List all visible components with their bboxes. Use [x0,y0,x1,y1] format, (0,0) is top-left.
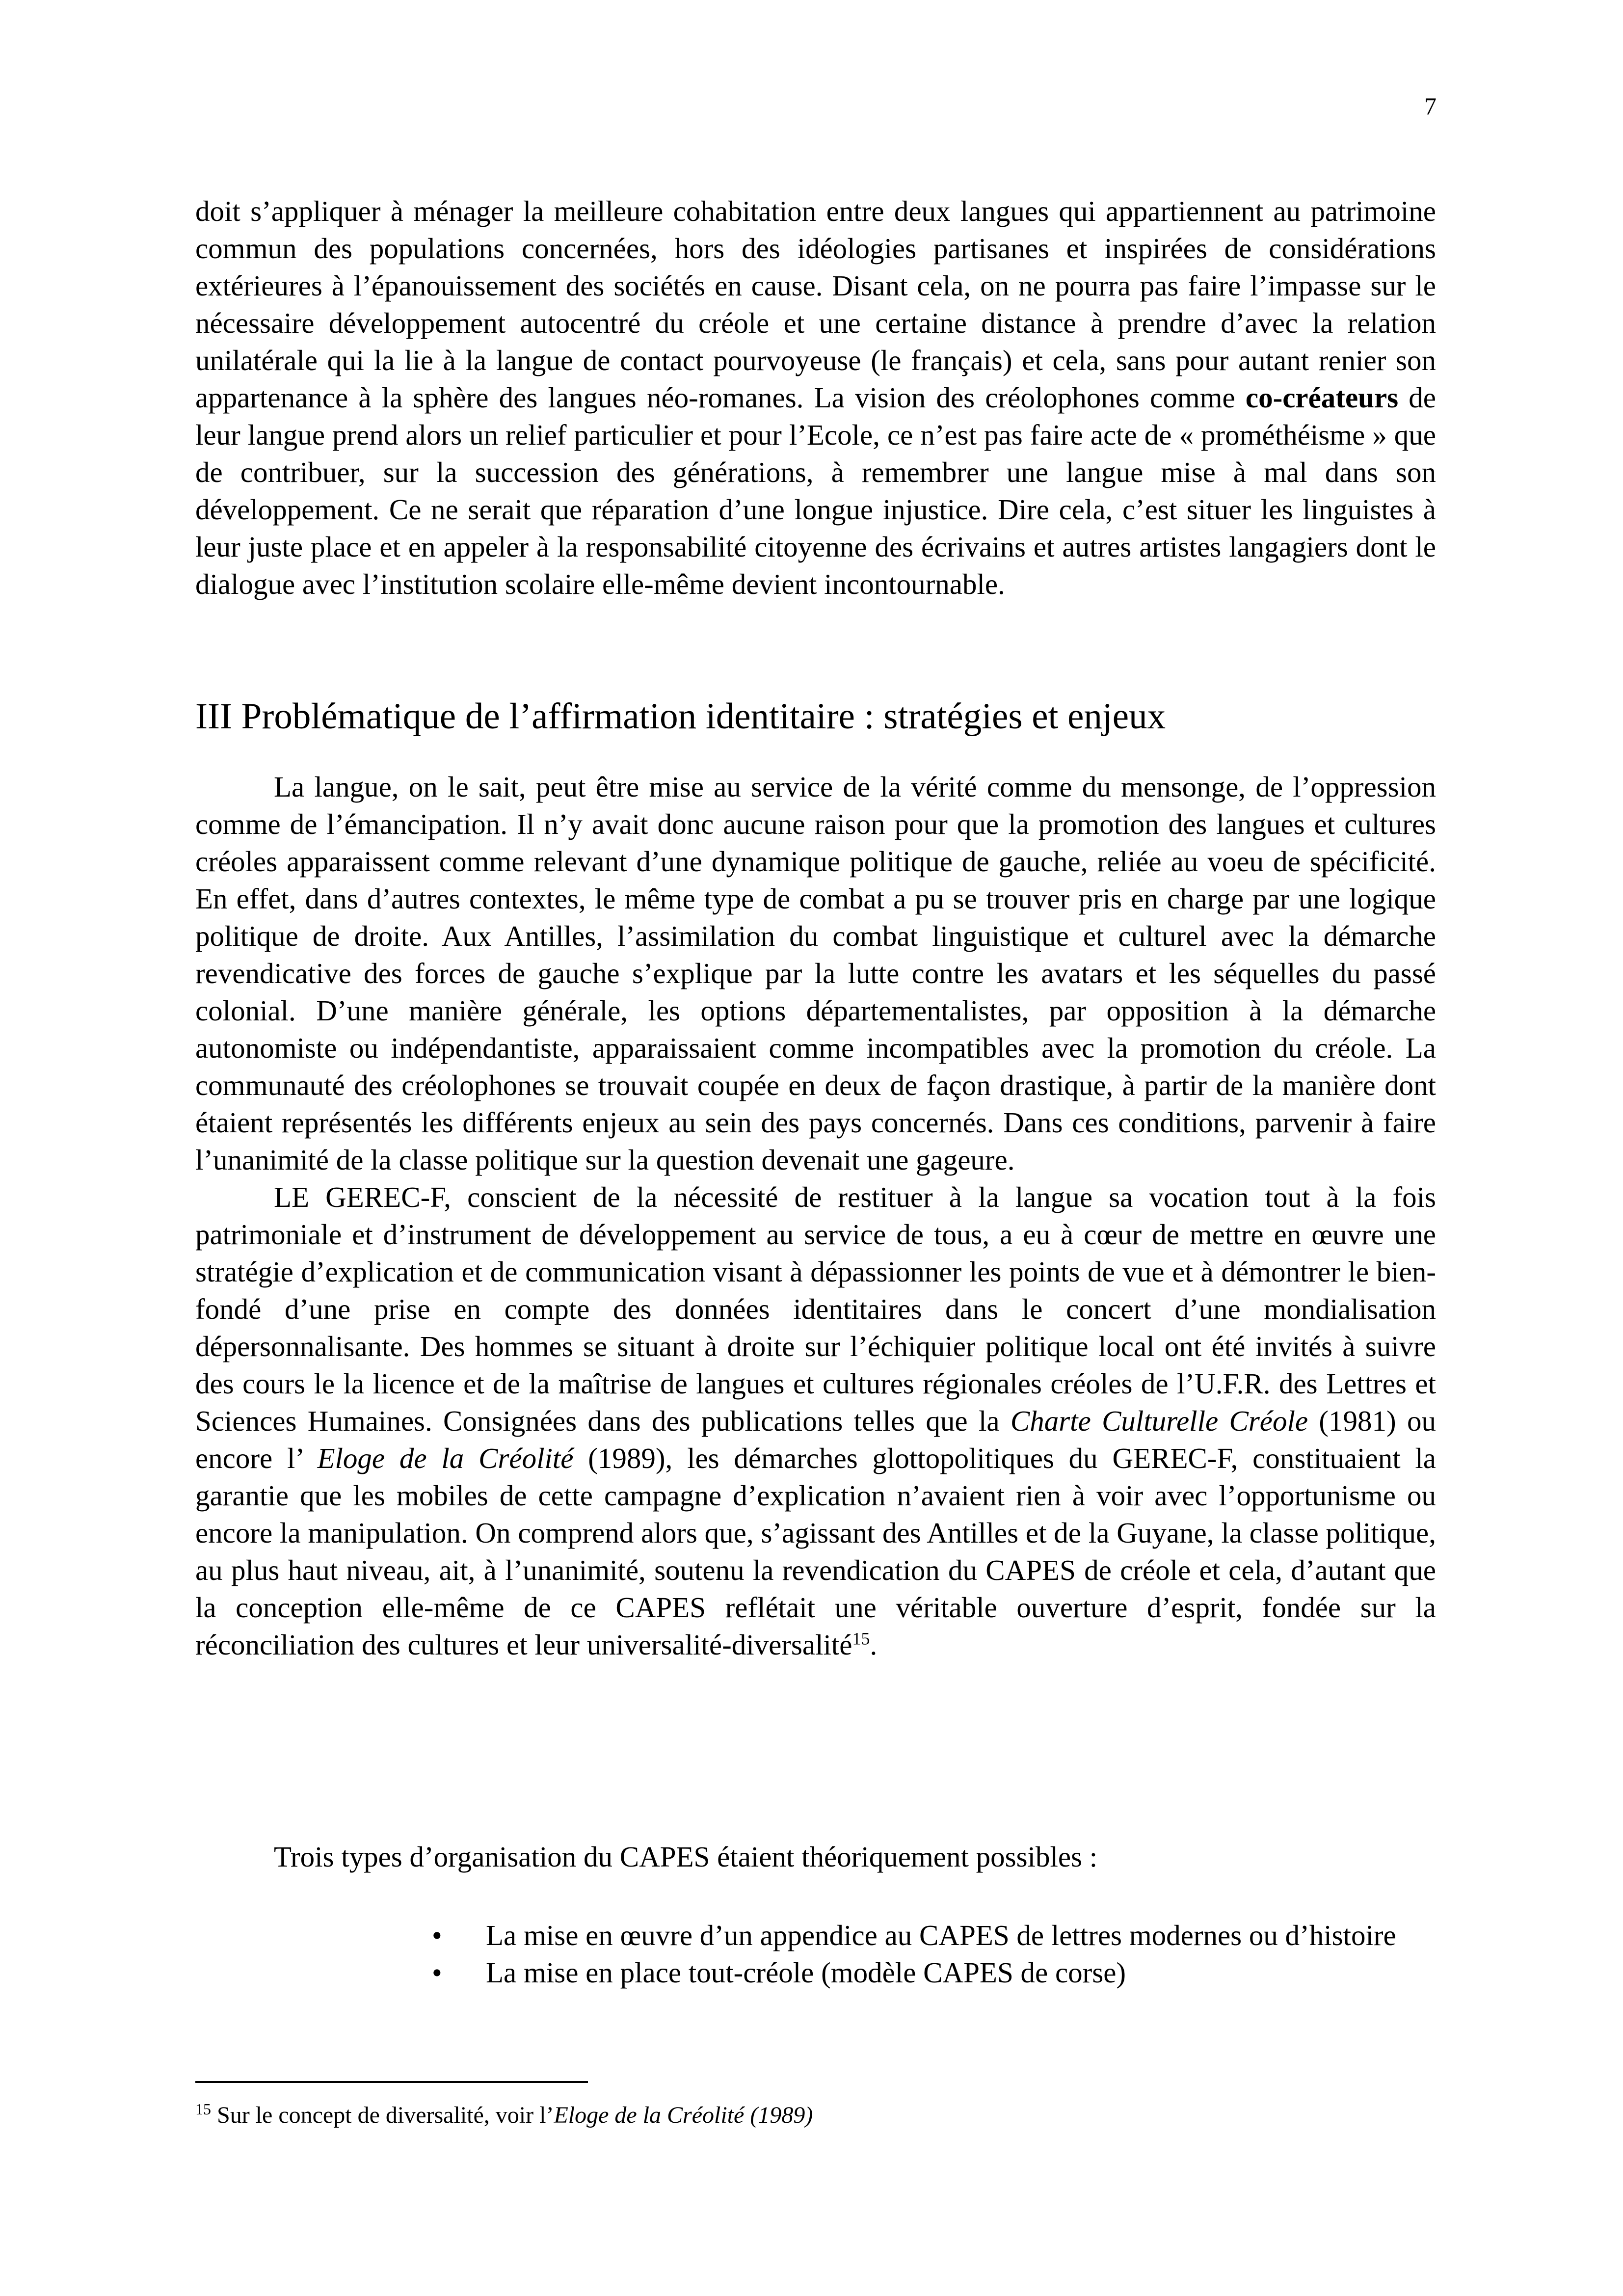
footnote-text: Sur le concept de diversalité, voir l’ [211,2102,554,2128]
bullet-list [427,1917,1436,1991]
intro-text-part-1: doit s’appliquer à ménager la meilleure cohabitation entre deux langues qui appartiennent au patrimoine commun des populations concernées, hors des idéologies partisanes et inspirées de considérations extérieures à l’épanouissement des sociétés en cause. Disant cela, on ne pourra pas faire l’impasse sur le nécessaire développement autocentré du créole et une certaine distance à prendre d’avec la relation unilatérale qui la lie à la langue de contact pourvoyeuse (le français) et cela, sans pour autant renier son appartenance à la sphère des langues néo-romanes. La vision des créolophones comme [195,195,1436,414]
footnote-reference[interactable]: 15 [852,1629,870,1649]
bullet-icon: • [432,1956,442,1989]
eloge-title: Eloge de la Créolité [317,1442,574,1474]
list-item-text: La mise en œuvre d’un appendice au CAPES de lettres modernes ou d’histoire [486,1919,1396,1951]
main-text-block [195,768,1436,1663]
intro-paragraph-block [195,192,1436,603]
footnote-divider [195,2081,588,2083]
footnote-italic-title: Eloge de la Créolité (1989) [554,2102,813,2128]
charte-title: Charte Culturelle Créole [1010,1405,1308,1437]
section-heading: III Problématique de l’affirmation identitaire : stratégies et enjeux [195,696,1166,737]
paragraph-2-part-1: LE GEREC-F, conscient de la nécessité de restituer à la langue sa vocation tout à la fois patrimoniale et d’instrument de développement au service de tous, a eu à cœur de mettre en œuvre une stratégie d’explication et de communication visant à dépassionner les points de vue et à démontrer le bien-fondé d’une prise en compte des données identitaires dans le concert d’une mondialisation dépersonnalisante. Des hommes se situant à droite sur l’échiquier politique local ont été invités à suivre des cours le la licence et de la maîtrise de langues et cultures régionales créoles de l’U.F.R. des Lettres et Sciences Humaines. Consignées dans des publications telles que la [195,1181,1436,1437]
paragraph-3-block [195,1838,1436,1875]
list-item [427,1954,1436,1991]
paragraph-2-part-4: . [870,1629,878,1661]
footnote-number: 15 [195,2100,211,2118]
list-item-text: La mise en place tout-créole (modèle CAPES de corse) [486,1956,1126,1989]
paragraph-3: Trois types d’organisation du CAPES étaient théoriquement possibles : [274,1841,1098,1873]
intro-text-part-2: de leur langue prend alors un relief particulier et pour l’Ecole, ce n’est pas faire acte de « prométhéisme » que de contribuer, sur la succession des générations, à remembrer une langue mise à mal dans son développement. Ce ne serait que réparation d’une longue injustice. Dire cela, c’est situer les linguistes à leur juste place et en appeler à la responsabilité citoyenne des écrivains et autres artistes langagiers dont le dialogue avec l’institution scolaire elle-même devient incontournable. [195,381,1436,600]
list-item [427,1917,1436,1954]
footnote [195,2100,1422,2131]
section-heading-block [195,692,1436,741]
bullet-icon: • [432,1919,442,1951]
intro-paragraph [195,192,1436,603]
paragraph-2-part-3: (1989), les démarches glottopolitiques du GEREC-F, constituaient la garantie que les mobiles de cette campagne d’explication n’avaient rien à voir avec l’opportunisme ou encore la manipulation. On comprend alors que, s’agissant des Antilles et de la Guyane, la classe politique, au plus haut niveau, ait, à l’unanimité, soutenu la revendication du CAPES de créole et cela, d’autant que la conception elle-même de ce CAPES reflétait une véritable ouverture d’esprit, fondée sur la réconciliation des cultures et leur universalité-diversalité [195,1442,1436,1661]
paragraph-1: La langue, on le sait, peut être mise au service de la vérité comme du mensonge, de l’oppression comme de l’émancipation. Il n’y avait donc aucune raison pour que la promotion des langues et cultures créoles apparaissent comme relevant d’une dynamique politique de gauche, reliée au voeu de spécificité. En effet, dans d’autres contextes, le même type de combat a pu se trouver pris en charge par une logique politique de droite. Aux Antilles, l’assimilation du combat linguistique et culturel avec la démarche revendicative des forces de gauche s’explique par la lutte contre les avatars et les séquelles du passé colonial. D’une manière générale, les options départementalistes, par opposition à la démarche autonomiste ou indépendantiste, apparaissaient comme incompatibles avec la promotion du créole. La communauté des créolophones se trouvait coupée en deux de façon drastique, à partir de la manière dont étaient représentés les différents enjeux au sein des pays concernés. Dans ces conditions, parvenir à faire l’unanimité de la classe politique sur la question devenait une gageure. [195,771,1436,1176]
intro-bold-term: co-créateurs [1245,381,1399,414]
paragraph-2 [195,1178,1436,1663]
paragraph-2-part-2: (1981) ou encore l’ [195,1405,1437,1474]
page-number: 7 [1424,92,1437,120]
